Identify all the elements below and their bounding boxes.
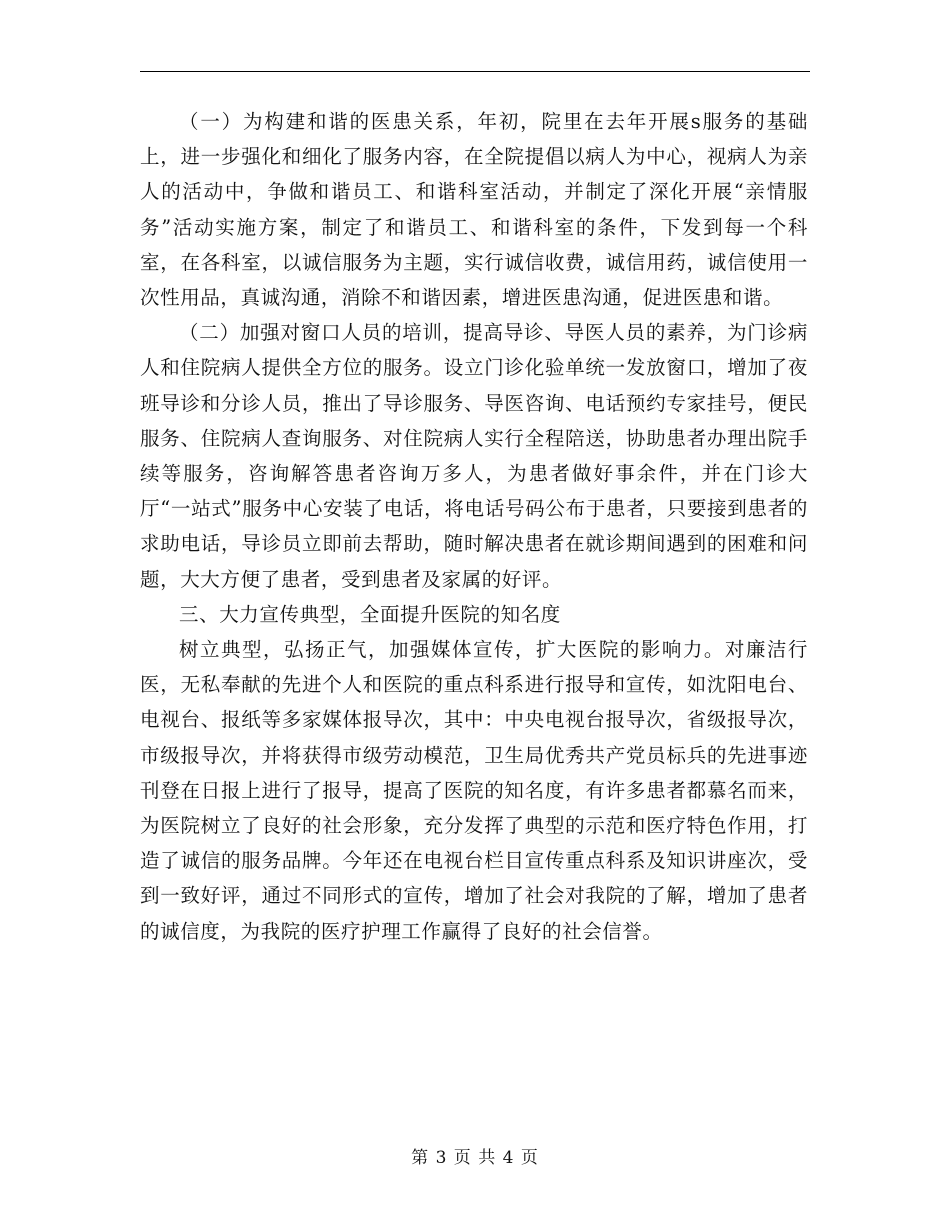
paragraph-window-staff-training: （二）加强对窗口人员的培训，提高导诊、导医人员的素养，为门诊病人和住院病人提供全方位的服务。设立门诊化验单统一发放窗口，增加了夜班导诊和分诊人员，推出了导诊服务、导医咨询、电话预约专家挂号，便民服务、住院病人查询服务、对住院病人实行全程陪送，协助患者办理出院手续等服务，咨询解答患者咨询万多人，为患者做好事余件，并在门诊大厅“一站式”服务中心安装了电话，将电话号码公布于患者，只要接到患者的求助电话，导诊员立即前去帮助，随时解决患者在就诊期间遇到的困难和问题，大大方便了患者，受到患者及家属的好评。 [140, 321, 808, 591]
page-number: 第 3 页 共 4 页 [411, 1148, 539, 1168]
section-heading-publicity: 三、大力宣传典型，全面提升医院的知名度 [179, 602, 561, 626]
document-body [140, 104, 808, 949]
paragraph-media-publicity: 树立典型，弘扬正气，加强媒体宣传，扩大医院的影响力。对廉洁行医，无私奉献的先进个人和医院的重点科系进行报导和宣传，如沈阳电台、电视台、报纸等多家媒体报导次，其中：中央电视台报导次，省级报导次，市级报导次，并将获得市级劳动模范，卫生局优秀共产党员标兵的先进事迹刊登在日报上进行了报导，提高了医院的知名度，有许多患者都慕名而来，为医院树立了良好的社会形象，充分发挥了典型的示范和医疗特色作用，打造了诚信的服务品牌。今年还在电视台栏目宣传重点科系及知识讲座次，受到一致好评，通过不同形式的宣传，增加了社会对我院的了解，增加了患者的诚信度，为我院的医疗护理工作赢得了良好的社会信誉。 [140, 638, 808, 943]
paragraph-service-relations: （一）为构建和谐的医患关系，年初，院里在去年开展s服务的基础上，进一步强化和细化了服务内容，在全院提倡以病人为中心，视病人为亲人的活动中，争做和谐员工、和谐科室活动，并制定了深化开展“亲情服务”活动实施方案，制定了和谐员工、和谐科室的条件，下发到每一个科室，在各科室，以诚信服务为主题，实行诚信收费，诚信用药，诚信使用一次性用品，真诚沟通，消除不和谐因素，增进医患沟通，促进医患和谐。 [140, 110, 808, 310]
page-footer [0, 1146, 950, 1170]
header-rule [140, 71, 810, 72]
